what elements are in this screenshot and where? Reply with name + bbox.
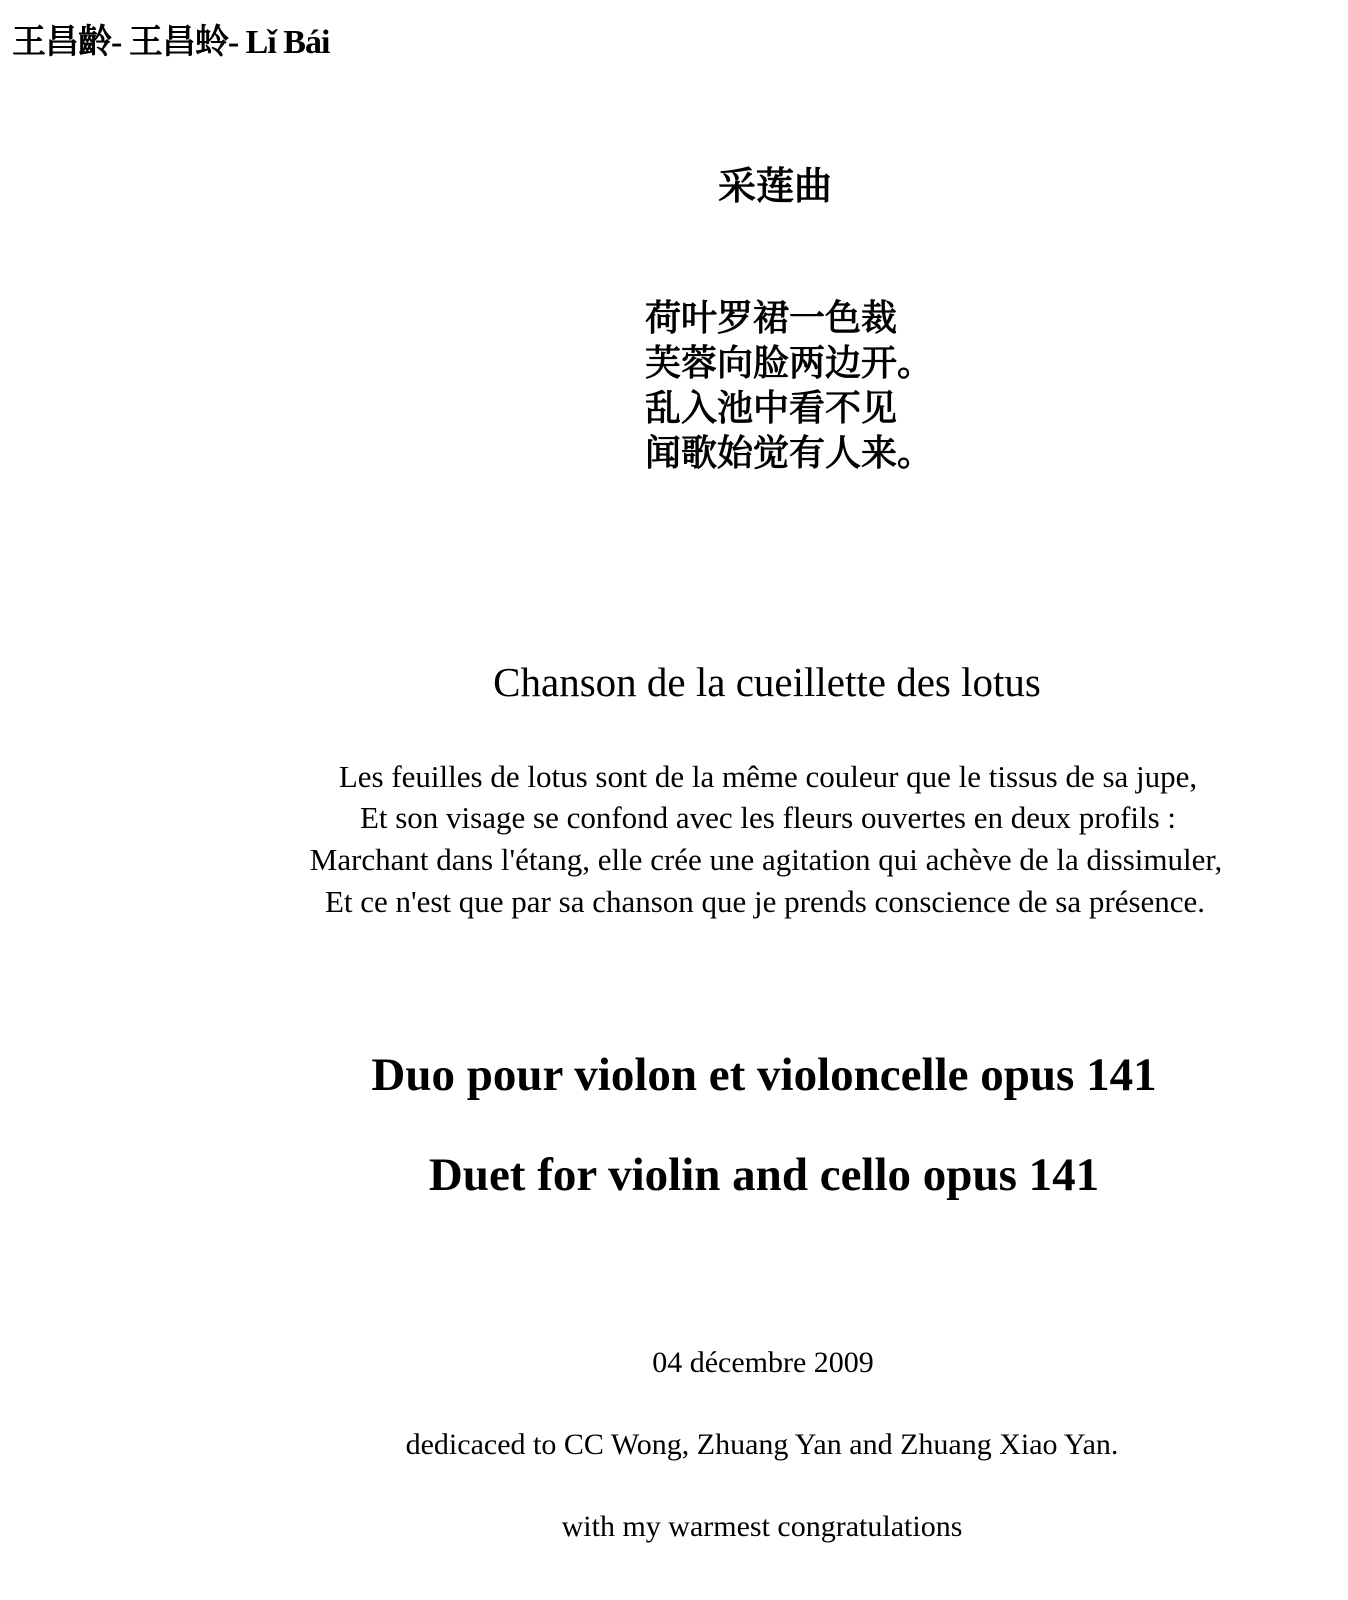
french-poem-title: Chanson de la cueillette des lotus (493, 659, 1041, 705)
date: 04 décembre 2009 (652, 1346, 874, 1379)
chinese-poem-title: 采莲曲 (717, 166, 833, 208)
french-poem-line: Et ce n'est que par sa chanson que je prends conscience de sa présence. (324, 884, 1206, 919)
dedication: dedicaced to CC Wong, Zhuang Yan and Zhuang Xiao Yan. (405, 1428, 1119, 1461)
french-poem-line: Les feuilles de lotus sont de la même couleur que le tissus de sa jupe, (338, 759, 1198, 794)
work-title-english: Duet for violin and cello opus 141 (428, 1149, 1100, 1201)
author-header: 王昌齡- 王昌蛉- Lǐ Bái (12, 24, 330, 61)
chinese-poem-line: 芙蓉向脸两边开。 (645, 343, 934, 383)
work-title-french: Duo pour violon et violoncelle opus 141 (371, 1049, 1157, 1101)
chinese-poem-line: 闻歌始觉有人来。 (645, 433, 934, 473)
french-poem-line: Marchant dans l'étang, elle crée une agitation qui achève de la dissimuler, (309, 842, 1223, 877)
chinese-poem-line: 乱入池中看不见 (645, 388, 898, 428)
french-poem-line: Et son visage se confond avec les fleurs ouvertes en deux profils : (359, 800, 1177, 835)
chinese-poem-line: 荷叶罗裙一色裁 (645, 298, 898, 338)
closing: with my warmest congratulations (561, 1510, 963, 1543)
